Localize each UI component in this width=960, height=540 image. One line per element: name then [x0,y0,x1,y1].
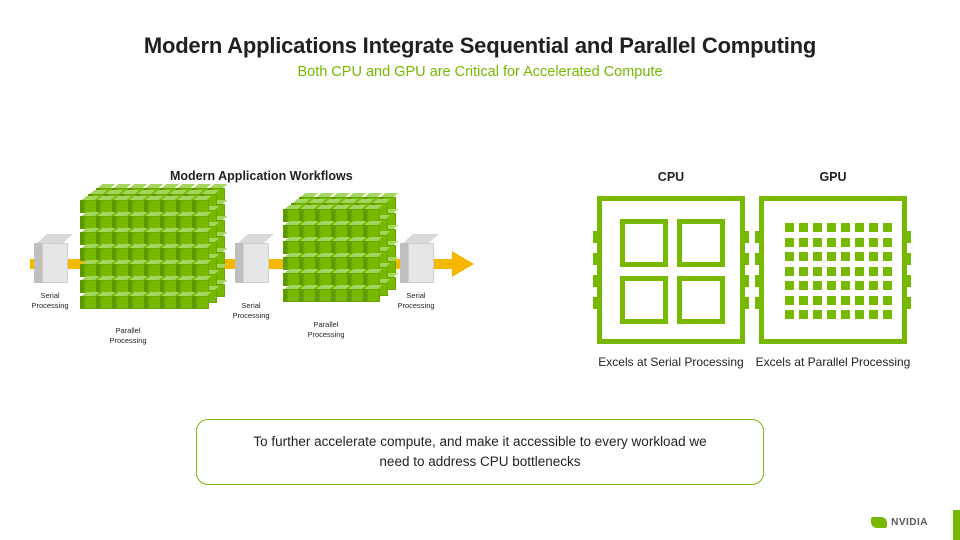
gpu-core [869,267,878,276]
parallel-cube [160,244,177,261]
gpu-core [827,252,836,261]
parallel-cube [144,196,161,213]
parallel-cube [299,205,316,222]
gpu-core [855,252,864,261]
parallel-cube [299,269,316,286]
serial-block-1-label: Serial Processing [31,291,69,311]
cpu-title: CPU [657,170,685,184]
gpu-core [841,252,850,261]
chip-pin [740,253,749,265]
gpu-core [883,267,892,276]
gpu-core [827,238,836,247]
parallel-cube [331,237,348,254]
parallel-cube [347,221,364,238]
gpu-core [827,223,836,232]
parallel-cube [80,228,97,245]
gpu-core [799,310,808,319]
parallel-cube [144,292,161,309]
gpu-core [869,296,878,305]
parallel-cube [160,228,177,245]
gpu-core [883,296,892,305]
parallel-cube [283,237,300,254]
gpu-core [883,252,892,261]
parallel-cube [331,221,348,238]
parallel-cube [283,221,300,238]
parallel-cube [315,221,332,238]
gpu-core [869,252,878,261]
parallel-cube [192,260,209,277]
parallel-cube [192,292,209,309]
parallel-cube [315,253,332,270]
parallel-cube [176,196,193,213]
nvidia-wordmark: NVIDIA [891,517,928,528]
parallel-cube [96,260,113,277]
gpu-core [799,238,808,247]
gpu-core [799,296,808,305]
gpu-core [869,281,878,290]
gpu-core [883,281,892,290]
parallel-cube [283,205,300,222]
workflow-heading: Modern Application Workflows [170,169,353,183]
chip-pin [755,231,764,243]
gpu-core [841,310,850,319]
parallel-cube [192,244,209,261]
parallel-cube [299,221,316,238]
gpu-core [799,281,808,290]
parallel-cube [96,196,113,213]
parallel-cube [192,196,209,213]
chip-pin [902,275,911,287]
parallel-cube [128,212,145,229]
parallel-cube [160,196,177,213]
gpu-core [855,223,864,232]
cpu-core [677,276,725,324]
parallel-cube [347,285,364,302]
chip-pin [593,253,602,265]
gpu-core [841,296,850,305]
parallel-cluster-1-label: Parallel Processing [109,326,147,346]
parallel-cube [299,253,316,270]
gpu-core [841,223,850,232]
cpu-chip-diagram [597,196,745,344]
parallel-cluster-2-label: Parallel Processing [307,320,345,340]
parallel-cube [80,276,97,293]
parallel-cube [176,292,193,309]
parallel-cube [112,244,129,261]
chip-pin [593,297,602,309]
gpu-chip-diagram [759,196,907,344]
callout-box [196,419,764,485]
cpu-core [677,219,725,267]
gpu-caption: Excels at Parallel Processing [755,355,911,369]
parallel-cube [347,269,364,286]
cpu-core [620,219,668,267]
parallel-cube [363,221,380,238]
parallel-cube [96,244,113,261]
parallel-cube [331,205,348,222]
gpu-core [785,267,794,276]
parallel-cube [80,212,97,229]
parallel-cube [363,237,380,254]
gpu-core [827,267,836,276]
gpu-core [813,310,822,319]
parallel-cube [128,228,145,245]
parallel-cube [96,228,113,245]
parallel-cube [112,260,129,277]
chip-pin [902,297,911,309]
gpu-core [813,267,822,276]
parallel-cube [144,260,161,277]
chip-pin [593,275,602,287]
corner-accent-bar [953,510,960,540]
gpu-core [785,296,794,305]
gpu-core [785,310,794,319]
gpu-core [799,223,808,232]
parallel-cube [315,285,332,302]
parallel-cube [192,228,209,245]
nvidia-logo [871,517,928,528]
parallel-cube [112,196,129,213]
gpu-core [813,238,822,247]
gpu-core [785,223,794,232]
callout-line-1: To further accelerate compute, and make it accessible to every workload we [253,433,707,449]
serial-block-3-label: Serial Processing [397,291,435,311]
parallel-cube [112,228,129,245]
parallel-cube [176,244,193,261]
parallel-cube [128,244,145,261]
gpu-core [813,223,822,232]
parallel-cube [160,212,177,229]
parallel-cube [80,196,97,213]
parallel-cube [160,292,177,309]
parallel-cube [283,285,300,302]
parallel-cube [128,292,145,309]
parallel-cube [283,269,300,286]
parallel-cube [96,292,113,309]
gpu-core [785,252,794,261]
parallel-cube [144,276,161,293]
gpu-core [883,310,892,319]
gpu-core [883,223,892,232]
parallel-cube [144,212,161,229]
chip-pin [740,275,749,287]
parallel-cube [347,237,364,254]
chip-pin [740,231,749,243]
gpu-core [841,238,850,247]
gpu-core [785,238,794,247]
gpu-core [827,296,836,305]
chip-pin [902,231,911,243]
gpu-core [855,281,864,290]
parallel-cube [315,237,332,254]
gpu-core [799,267,808,276]
chip-pin [755,297,764,309]
parallel-cube [128,260,145,277]
chip-pin [740,297,749,309]
gpu-core [813,281,822,290]
parallel-cube [128,276,145,293]
chip-pin [755,275,764,287]
parallel-cube [176,260,193,277]
gpu-core [827,281,836,290]
parallel-cube [315,269,332,286]
cpu-core [620,276,668,324]
gpu-core [855,296,864,305]
gpu-core [883,238,892,247]
parallel-cube [331,253,348,270]
parallel-cube [363,205,380,222]
parallel-cube [347,205,364,222]
parallel-cube [80,292,97,309]
serial-block-2-label: Serial Processing [232,301,270,321]
parallel-cube [96,212,113,229]
parallel-cube [363,269,380,286]
parallel-cube [160,260,177,277]
parallel-cube [192,212,209,229]
parallel-cube [363,285,380,302]
gpu-core [855,267,864,276]
gpu-core [841,267,850,276]
parallel-cube [144,228,161,245]
parallel-cube [112,212,129,229]
flow-arrow-head-icon [452,251,474,277]
parallel-cube [347,253,364,270]
parallel-cube [80,260,97,277]
parallel-cube [176,276,193,293]
parallel-cube [299,285,316,302]
parallel-cube [315,205,332,222]
gpu-core [841,281,850,290]
parallel-cube [363,253,380,270]
gpu-core [869,310,878,319]
gpu-core [855,238,864,247]
parallel-cube [283,253,300,270]
gpu-core [827,310,836,319]
gpu-core [869,223,878,232]
gpu-core [813,252,822,261]
parallel-cube [176,212,193,229]
chip-pin [755,253,764,265]
parallel-cube [128,196,145,213]
gpu-title: GPU [819,170,847,184]
callout-text [227,432,732,473]
page-subtitle: Both CPU and GPU are Critical for Accelerated Compute [297,64,663,80]
cpu-caption: Excels at Serial Processing [598,355,744,369]
chip-pin [593,231,602,243]
gpu-core [869,238,878,247]
parallel-cube [96,276,113,293]
parallel-cube [112,276,129,293]
gpu-core [813,296,822,305]
callout-line-2: need to address CPU bottlenecks [379,454,581,469]
parallel-cube [160,276,177,293]
parallel-cube [331,269,348,286]
gpu-core [785,281,794,290]
parallel-cube [80,244,97,261]
parallel-cube [331,285,348,302]
parallel-cube [112,292,129,309]
parallel-cube [192,276,209,293]
page-title: Modern Applications Integrate Sequential and Parallel Computing [143,33,817,58]
gpu-core [855,310,864,319]
gpu-core [799,252,808,261]
parallel-cube [299,237,316,254]
parallel-cube [176,228,193,245]
nvidia-eye-icon [871,517,887,528]
parallel-cube [144,244,161,261]
chip-pin [902,253,911,265]
